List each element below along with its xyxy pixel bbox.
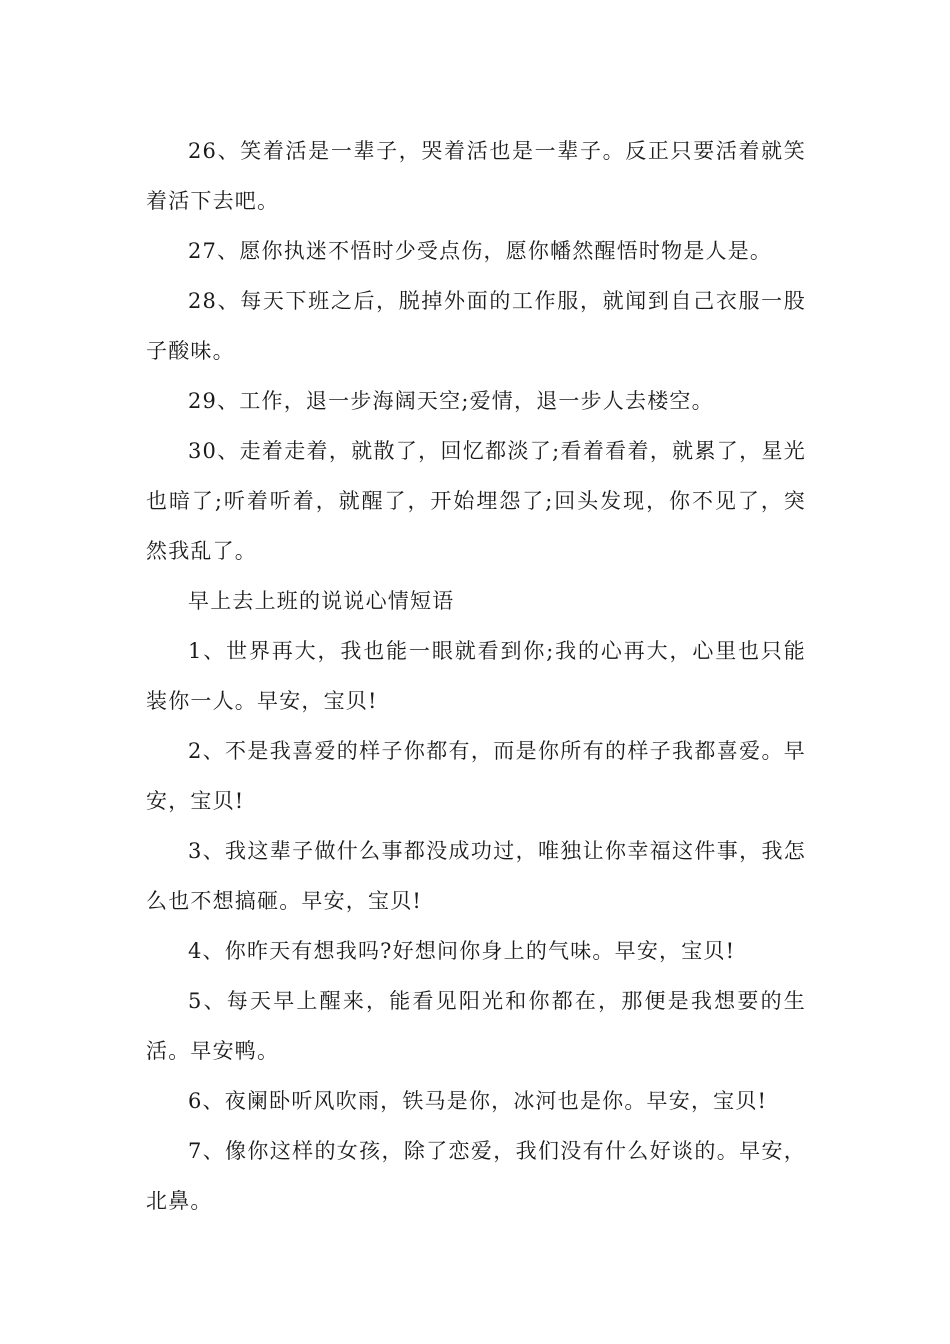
section-heading: 早上去上班的说说心情短语 — [188, 589, 455, 613]
paragraph-26: 26、笑着活是一辈子，哭着活也是一辈子。反正只要活着就笑着活下去吧。 — [146, 139, 806, 213]
document-body — [146, 126, 806, 1226]
paragraph-6: 6、夜阑卧听风吹雨，铁马是你，冰河也是你。早安，宝贝! — [188, 1089, 768, 1113]
paragraph-1: 1、世界再大，我也能一眼就看到你;我的心再大，心里也只能装你一人。早安，宝贝! — [146, 639, 806, 713]
paragraph-29: 29、工作，退一步海阔天空;爱情，退一步人去楼空。 — [188, 389, 714, 413]
paragraph-3: 3、我这辈子做什么事都没成功过，唯独让你幸福这件事，我怎么也不想搞砸。早安，宝贝! — [146, 839, 806, 913]
paragraph-2: 2、不是我喜爱的样子你都有，而是你所有的样子我都喜爱。早安，宝贝! — [146, 739, 806, 813]
paragraph-4: 4、你昨天有想我吗?好想问你身上的气味。早安，宝贝! — [188, 939, 736, 963]
paragraph-5: 5、每天早上醒来，能看见阳光和你都在，那便是我想要的生活。早安鸭。 — [146, 989, 806, 1063]
paragraph-28: 28、每天下班之后，脱掉外面的工作服，就闻到自己衣服一股子酸味。 — [146, 289, 806, 363]
paragraph-7: 7、像你这样的女孩，除了恋爱，我们没有什么好谈的。早安，北鼻。 — [146, 1139, 806, 1213]
paragraph-27: 27、愿你执迷不悟时少受点伤，愿你幡然醒悟时物是人是。 — [188, 239, 773, 263]
paragraph-30: 30、走着走着，就散了，回忆都淡了;看着看着，就累了，星光也暗了;听着听着，就醒了，开始埋怨了;回头发现，你不见了，突然我乱了。 — [146, 439, 806, 563]
